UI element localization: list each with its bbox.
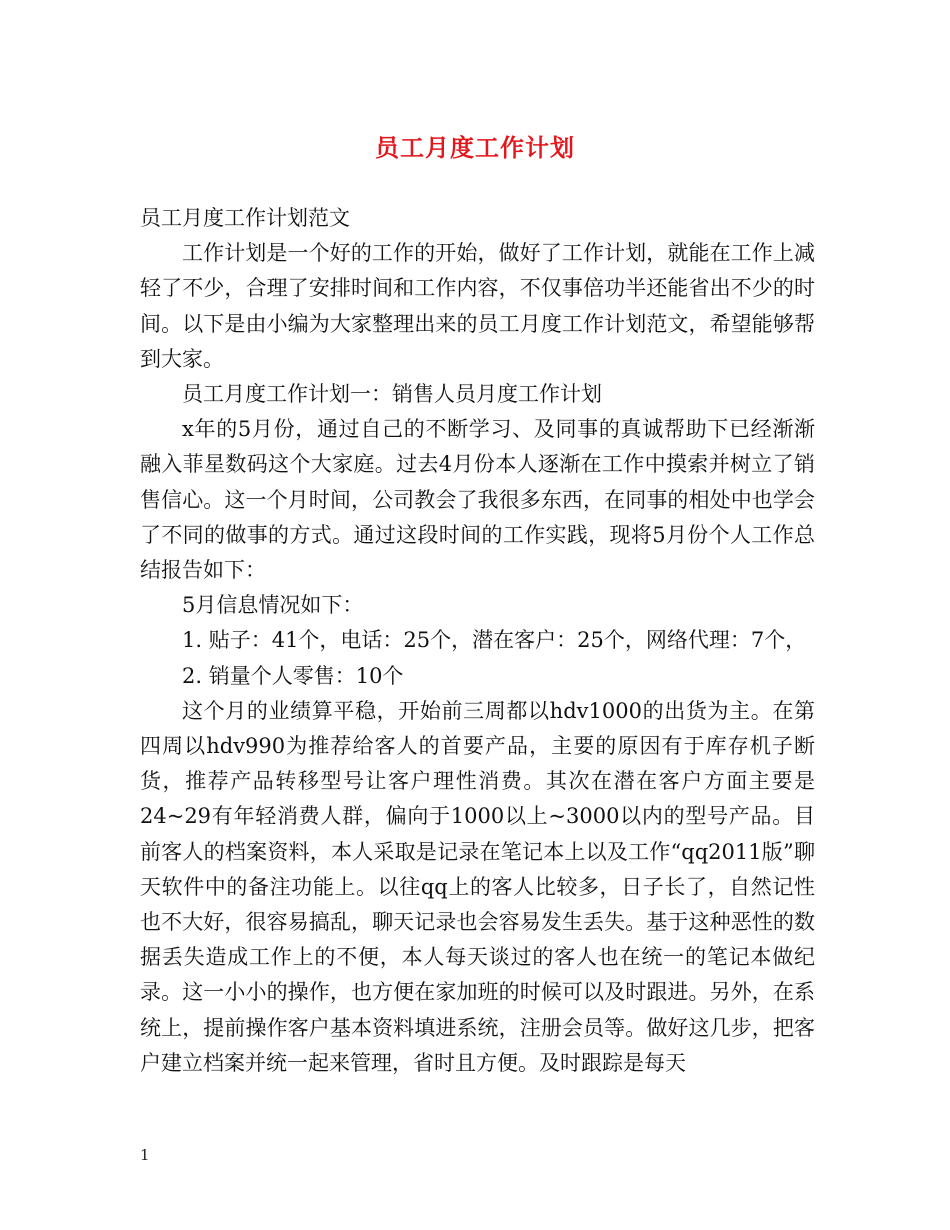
document-title: 员工月度工作计划 [375,133,575,162]
info-heading: 5月信息情况如下： [182,593,364,618]
document-body [140,201,815,1081]
page-number: 1 [140,1146,150,1164]
body-paragraph-1: x年的5月份，通过自己的不断学习、及同事的真诚帮助下已经渐渐融入菲星数码这个大家庭。过去4月份本人逐渐在工作中摸索并树立了销售信心。这一个月时间，公司教会了我很多东西，在同事的相处中也学会了不同的做事的方式。通过这段时间的工作实践，现将5月份个人工作总结报告如下： [140,417,815,583]
list-item: 2. 销量个人零售：10个 [182,663,404,688]
body-paragraph-2: 这个月的业绩算平稳，开始前三周都以hdv1000的出货为主。在第四周以hdv990为推荐给客人的首要产品，主要的原因有于库存机子断货，推荐产品转移型号让客户理性消费。其次在潜在客户方面主要是24~29有年轻消费人群，偏向于1000以上~3000以内的型号产品。目前客人的档案资料，本人采取是记录在笔记本上以及工作“qq2011版”聊天软件中的备注功能上。以往qq上的客人比较多，日子长了，自然记性也不大好，很容易搞乱，聊天记录也会容易发生丢失。基于这种恶性的数据丢失造成工作上的不便，本人每天谈过的客人也在统一的笔记本做纪录。这一小小的操作，也方便在家加班的时候可以及时跟进。另外，在系统上，提前操作客户基本资料填进系统，注册会员等。做好这几步，把客户建立档案并统一起来管理，省时且方便。及时跟踪是每天 [140,698,815,1075]
intro-paragraph: 工作计划是一个好的工作的开始，做好了工作计划，就能在工作上减轻了不少，合理了安排时间和工作内容，不仅事倍功半还能省出不少的时间。以下是由小编为大家整理出来的员工月度工作计划范文，希望能够帮到大家。 [140,241,815,371]
document-subtitle: 员工月度工作计划范文 [140,206,350,230]
list-item: 1. 贴子：41个，电话：25个，潜在客户：25个，网络代理：7个， [182,628,807,653]
section-heading: 员工月度工作计划一：销售人员月度工作计划 [182,382,602,407]
